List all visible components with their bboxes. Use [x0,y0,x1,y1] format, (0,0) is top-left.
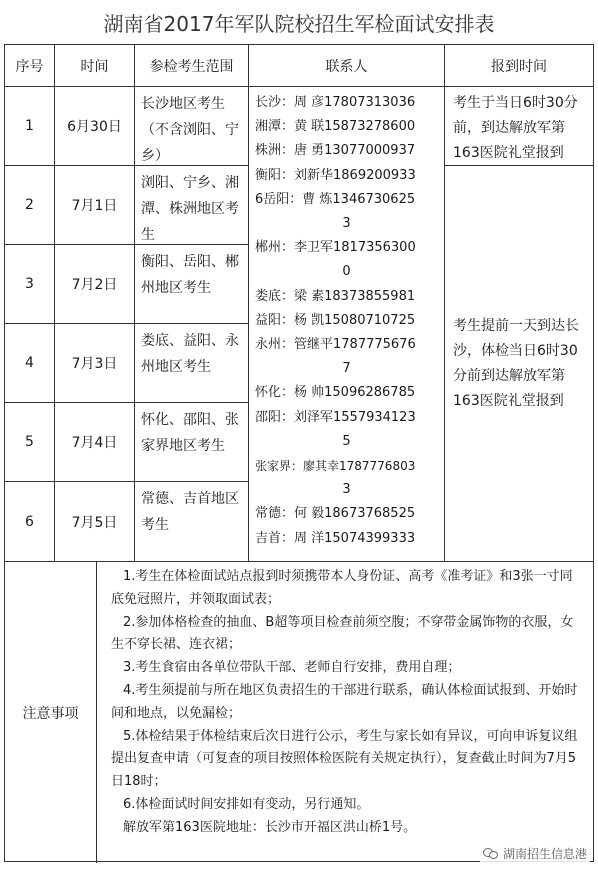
row-date: 7月1日 [55,166,135,245]
schedule-table [4,44,594,862]
contact-line: 衡阳：刘新华1869200933 [255,167,416,183]
header-report: 报到时间 [445,45,593,87]
contact-line: 长沙：周 彦17807313036 [255,95,416,110]
contact-line: 郴州：李卫军1817356300 [255,240,416,256]
contact-line: 常德：何 毅18673768525 [255,506,416,522]
header-range: 参检考生范围 [135,45,249,87]
row-range: 娄底、益阳、永州地区考生 [135,324,249,403]
contact-line: 娄底：梁 素18373855981 [255,288,416,304]
contact-line: 张家界：廖其幸1787776803 [255,459,416,474]
row-range: 浏阳、宁乡、湘潭、株洲地区考生 [135,166,249,245]
report-rest: 考生提前一天到达长沙，体检当日6时30分前到达解放军第163医院礼堂报到 [453,317,579,409]
row-num: 2 [5,166,55,245]
note-address: 解放军第163医院地址：长沙市开福区洪山桥1号。 [123,819,417,835]
row-date: 7月3日 [55,324,135,403]
header-num: 序号 [5,45,55,87]
contact-line: 益阳：杨 凯15080710725 [255,312,416,328]
contact-line: 株洲：唐 勇13077000937 [255,143,416,159]
contact-line: 0 [342,264,351,280]
watermark-text: 湖南招生信息港 [502,847,587,861]
note-item: 1.考生在体检面试站点报到时须携带本人身份证、高考《准考证》和3张一寸同底免冠照片，并领取面试表； [111,569,573,607]
contact-line: 3 [342,216,351,232]
row-date: 7月4日 [55,403,135,482]
note-item: 2.参加体格检查的抽血、B超等项目检查前须空腹；不穿带金属饰物的衣服，女生不穿长裙、连衣裙； [111,614,574,653]
contact-line: 怀化：杨 帅15096286785 [255,385,416,401]
header-time: 时间 [55,45,135,87]
contact-line: 永州：管继平1787775676 [255,337,416,353]
notes-cell [97,562,593,863]
notes-label: 注意事项 [5,562,97,863]
watermark [480,844,590,863]
row-num: 1 [5,87,55,166]
note-item: 6.体检面试时间安排如有变动，另行通知。 [123,796,370,812]
row-date: 7月5日 [55,482,135,562]
row-num: 4 [5,324,55,403]
contact-line: 5 [342,433,351,449]
contact-line: 吉首：周 洋15074399333 [255,530,416,546]
row-range: 常德、吉首地区考生 [135,482,249,562]
wechat-icon [483,847,499,861]
page-title: 湖南省2017年军队院校招生军检面试安排表 [103,12,495,36]
header-contact: 联系人 [249,45,445,87]
note-item: 3.考生食宿由各单位带队干部、老师自行安排，费用自理； [123,660,461,676]
note-item: 5.体检结果于体检结束后次日进行公示，考生与家长如有异议，可向申诉复议组提出复查申请（可复查的项目按照体检医院有关规定执行），复查截止时间为7月5日18时； [111,728,578,790]
contact-line: 7 [342,361,351,377]
note-item: 4.考生须提前与所在地区负责招生的干部进行联系，确认体检面试报到、开始时间和地点，以免漏检； [111,682,578,721]
contact-line: 3 [342,482,351,498]
row-date: 7月2日 [55,245,135,324]
contact-line: 湘潭：黄 联15873278600 [255,119,416,135]
row-range: 怀化、邵阳、张家界地区考生 [135,403,249,482]
row-num: 3 [5,245,55,324]
contact-line: 邵阳：刘泽军1557934123 [255,409,416,425]
row-date: 6月30日 [55,87,135,166]
row-num: 5 [5,403,55,482]
contacts-cell [249,87,445,562]
row-range: 衡阳、岳阳、郴州地区考生 [135,245,249,324]
report-rest-cell [445,166,593,562]
report-first: 考生于当日6时30分前，到达解放军第163医院礼堂报到 [445,87,593,166]
row-range: 长沙地区考生（不含浏阳、宁乡） [135,87,249,166]
row-num: 6 [5,482,55,562]
contact-line: 6岳阳：曹 炼1346730625 [255,191,416,207]
